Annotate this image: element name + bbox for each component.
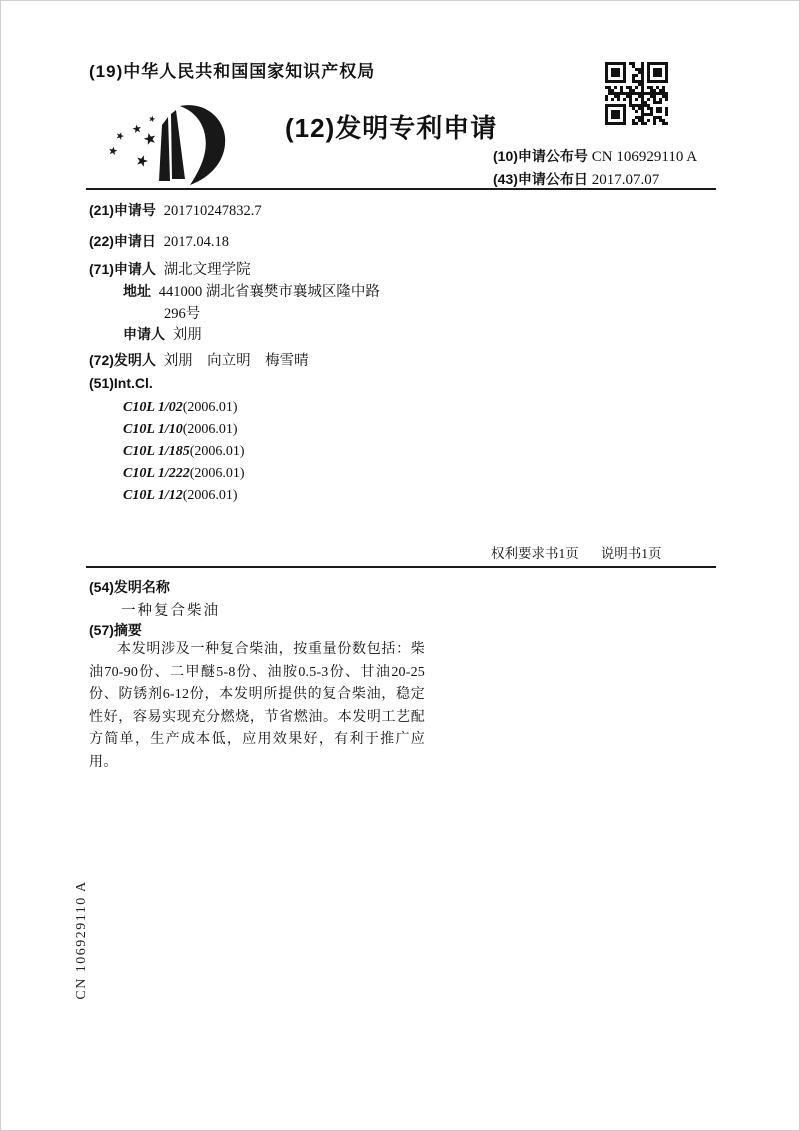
- address-label: 地址: [123, 283, 151, 299]
- cnipa-logo-icon: [104, 95, 232, 187]
- int-cl-version: (2006.01): [182, 400, 238, 415]
- application-date-value: 2017.04.18: [163, 234, 229, 250]
- application-number-row: [89, 200, 262, 220]
- body-separator: [86, 566, 716, 568]
- int-cl-code: C10L 1/222: [123, 466, 190, 481]
- publication-block: [493, 145, 697, 191]
- side-publication-code: CN 106929110 A: [74, 880, 89, 1000]
- address-value-line2: 296号: [164, 306, 201, 322]
- abstract-label: (57)摘要: [89, 622, 142, 638]
- int-cl-entry: [123, 486, 238, 504]
- inventors-value: 刘朋 向立明 梅雪晴: [163, 353, 309, 369]
- publication-date-label: (43)申请公布日: [493, 171, 588, 187]
- application-date-label: (22)申请日: [89, 233, 156, 249]
- int-cl-label: (51)Int.Cl.: [89, 375, 153, 391]
- invention-title-label: (54)发明名称: [89, 579, 170, 595]
- pages-info: [491, 542, 662, 562]
- address-row: [123, 280, 380, 301]
- publication-number-row: [493, 145, 697, 168]
- int-cl-version: (2006.01): [182, 422, 238, 437]
- description-pages: 说明书1页: [600, 546, 662, 561]
- inventors-row: [89, 349, 309, 370]
- application-number-value: 201710247832.7: [163, 203, 262, 219]
- int-cl-entry: [123, 442, 245, 460]
- int-cl-entry: [123, 464, 245, 482]
- qr-code-icon: [605, 62, 668, 125]
- int-cl-row: [89, 375, 153, 391]
- int-cl-version: (2006.01): [189, 444, 245, 459]
- abstract-text: 本发明涉及一种复合柴油，按重量份数包括：柴油70-90份、二甲醚5-8份、油胺0.5-3份、甘油20-25份、防锈剂6-12份，本发明所提供的复合柴油，稳定性好，容易实现充分燃烧，节省燃油。本发明工艺配方简单，生产成本低，应用效果好，有利于推广应用。: [89, 642, 425, 770]
- inventors-label: (72)发明人: [89, 352, 156, 368]
- int-cl-entry: [123, 420, 238, 438]
- application-date-row: [89, 231, 229, 251]
- int-cl-code: C10L 1/02: [123, 400, 183, 415]
- applicant-value: 湖北文理学院: [163, 262, 251, 278]
- address-value: 441000 湖北省襄樊市襄城区隆中路: [158, 284, 380, 300]
- application-number-label: (21)申请号: [89, 202, 156, 218]
- publication-date-value: 2017.07.07: [591, 172, 660, 188]
- int-cl-version: (2006.01): [182, 488, 238, 503]
- publication-number-label: (10)申请公布号: [493, 148, 588, 164]
- patent-office-name: (19)中华人民共和国国家知识产权局: [89, 62, 376, 81]
- address-row-line2: [164, 302, 200, 323]
- invention-title: 一种复合柴油: [121, 603, 220, 619]
- int-cl-version: (2006.01): [189, 466, 245, 481]
- int-cl-code: C10L 1/12: [123, 488, 183, 503]
- applicant2-label: 申请人: [123, 326, 165, 342]
- applicant-row: [89, 258, 251, 279]
- applicant-label: (71)申请人: [89, 261, 156, 277]
- int-cl-code: C10L 1/185: [123, 444, 190, 459]
- qr-code: [605, 62, 668, 125]
- header-separator: [86, 188, 716, 190]
- document-type-title: (12)发明专利申请: [285, 113, 498, 143]
- int-cl-entry: [123, 398, 238, 416]
- applicant2-row: [123, 323, 202, 344]
- publication-number-value: CN 106929110 A: [591, 149, 698, 165]
- applicant2-value: 刘朋: [172, 327, 202, 343]
- int-cl-code: C10L 1/10: [123, 422, 183, 437]
- cnipa-logo: [104, 95, 232, 187]
- claims-pages: 权利要求书1页: [491, 546, 579, 561]
